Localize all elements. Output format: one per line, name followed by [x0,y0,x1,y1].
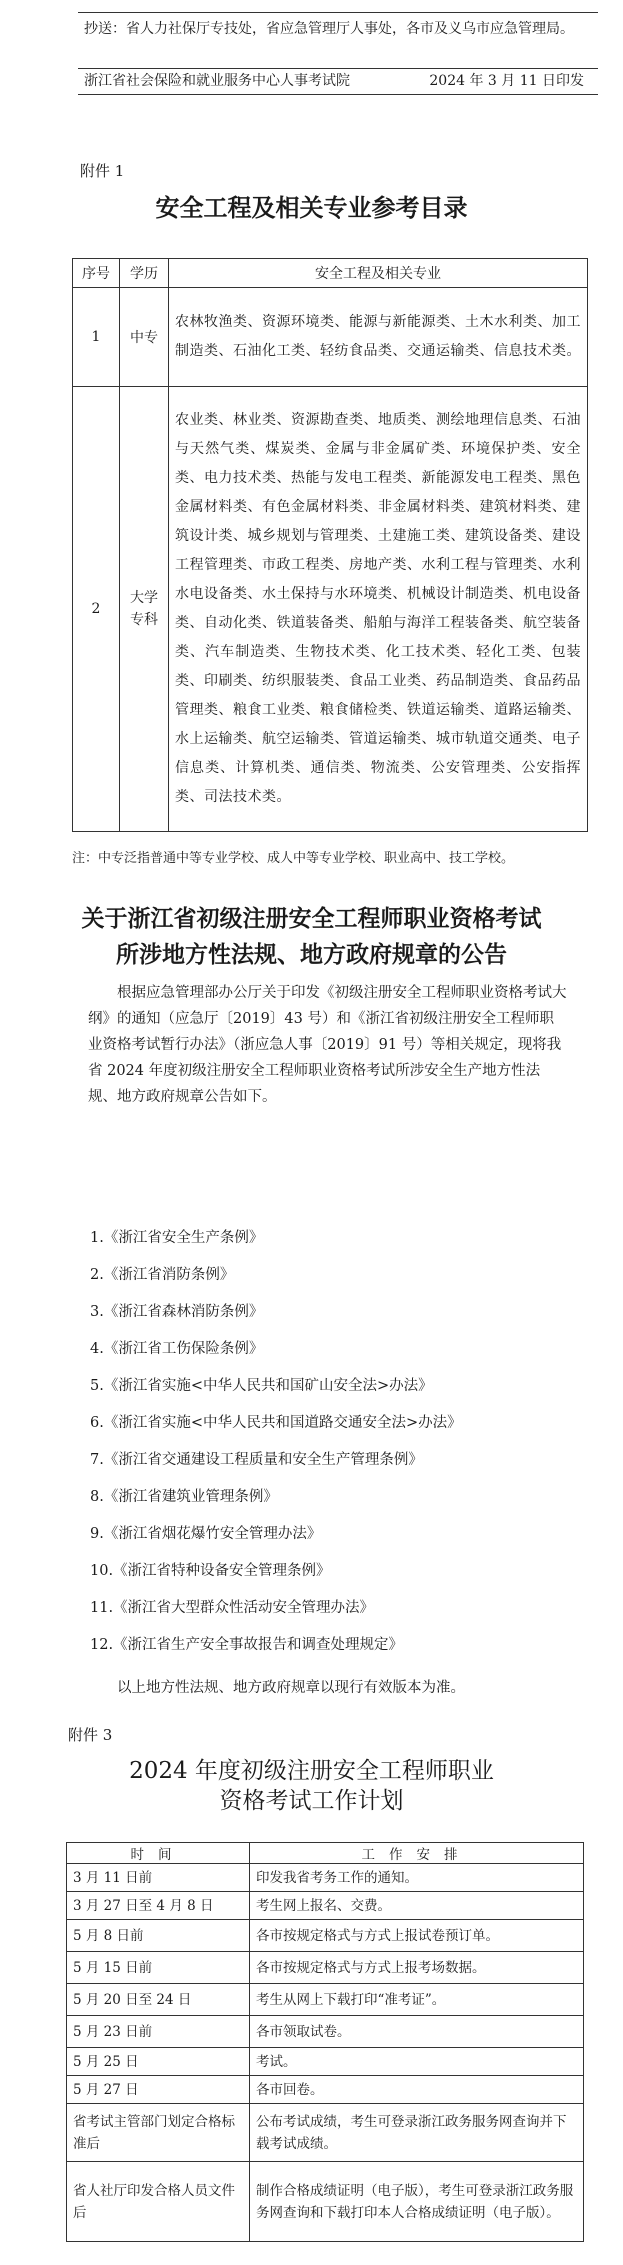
header-bottom-rule [78,94,598,95]
row-task: 制作合格成绩证明（电子版），考生可登录浙江政务服务网查询和下载打印本人合格成绩证明（电子版）。 [250,2162,584,2242]
table-row [67,2104,584,2162]
announcement-intro: 根据应急管理部办公厅关于印发《初级注册安全工程师职业资格考试大纲》的通知（应急厅〔2019〕43 号）和《浙江省初级注册安全工程师职业资格考试暂行办法》（浙应急人事〔2019〕91 号）等相关规定，现将我省 2024 年度初级注册安全工程师职业资格考试所涉安全生产地方性法规、地方政府规章公告如下。 [88,985,567,1105]
row-time: 省考试主管部门划定合格标准后 [67,2104,250,2162]
list-item: 9.《浙江省烟花爆竹安全管理办法》 [90,1526,322,1542]
issue-date: 2024 年 3 月 11 日印发 [429,73,584,89]
annex3-label: 附件 3 [68,1726,113,1744]
header-top-rule [78,12,598,13]
annex1-title: 安全工程及相关专业参考目录 [155,193,468,222]
row-task: 各市回卷。 [250,2076,584,2104]
row-time: 5 月 25 日 [67,2048,250,2076]
table-row [67,1984,584,2016]
row-time: 5 月 8 日前 [67,1920,250,1952]
table-row [73,288,588,387]
header-task: 工作安排 [250,1843,584,1864]
list-item: 10.《浙江省特种设备安全管理条例》 [90,1563,331,1579]
table-row [73,387,588,832]
table-row [67,1864,584,1892]
row-task: 各市按规定格式与方式上报试卷预订单。 [250,1920,584,1952]
announcement-title-line2: 所涉地方性法规、地方政府规章的公告 [116,941,507,968]
row-num: 2 [73,387,120,832]
list-item: 8.《浙江省建筑业管理条例》 [90,1489,278,1505]
row-task: 考试。 [250,2048,584,2076]
list-item: 5.《浙江省实施<中华人民共和国矿山安全法>办法》 [90,1378,433,1394]
header-level: 学历 [120,259,169,288]
row-num: 1 [73,288,120,387]
row-time: 3 月 27 日至 4 月 8 日 [67,1892,250,1920]
annex1-label: 附件 1 [80,162,125,180]
schedule-header [67,1843,584,1864]
row-level: 中专 [120,288,169,387]
issuer-row [84,70,584,92]
list-item: 2.《浙江省消防条例》 [90,1267,235,1283]
plan-title-line1: 2024 年度初级注册安全工程师职业 [129,1758,494,1784]
table-row [67,1892,584,1920]
row-task: 各市领取试卷。 [250,2016,584,2048]
row-task: 印发我省考务工作的通知。 [250,1864,584,1892]
row-time: 5 月 15 日前 [67,1952,250,1984]
row-task: 考生从网上下载打印“准考证”。 [250,1984,584,2016]
table-row [67,1920,584,1952]
list-item: 7.《浙江省交通建设工程质量和安全生产管理条例》 [90,1452,423,1468]
row-majors: 农业类、林业类、资源勘查类、地质类、测绘地理信息类、石油与天然气类、煤炭类、金属与非金属矿类、环境保护类、安全类、电力技术类、热能与发电工程类、新能源发电工程类、黑色金属材料类、有色金属材料类、非金属材料类、建筑材料类、建筑设计类、城乡规划与管理类、土建施工类、建筑设备类、建设工程管理类、市政工程类、房地产类、水利工程与管理类、水利水电设备类、水土保持与水环境类、机械设计制造类、机电设备类、自动化类、铁道装备类、船舶与海洋工程装备类、航空装备类、汽车制造类、生物技术类、化工技术类、轻化工类、包装类、印刷类、纺织服装类、食品工业类、药品制造类、食品药品管理类、粮食工业类、粮食储检类、铁道运输类、道路运输类、水上运输类、航空运输类、管道运输类、城市轨道交通类、电子信息类、计算机类、通信类、物流类、公安管理类、公安指挥类、司法技术类。 [169,387,588,832]
majors-table-header [73,259,588,288]
list-item: 12.《浙江省生产安全事故报告和调查处理规定》 [90,1637,404,1653]
row-time: 3 月 11 日前 [67,1864,250,1892]
list-item: 11.《浙江省大型群众性活动安全管理办法》 [90,1600,375,1616]
majors-table [72,258,588,832]
list-item: 1.《浙江省安全生产条例》 [90,1230,264,1246]
table-row [67,2048,584,2076]
cc-recipients: 抄送：省人力社保厅专技处，省应急管理厅人事处，各市及义乌市应急管理局。 [84,21,574,37]
table-row [67,2162,584,2242]
row-majors: 农林牧渔类、资源环境类、能源与新能源类、土木水利类、加工制造类、石油化工类、轻纺食品类、交通运输类、信息技术类。 [169,288,588,387]
row-task: 公布考试成绩，考生可登录浙江政务服务网查询并下载考试成绩。 [250,2104,584,2162]
announcement-closing: 以上地方性法规、地方政府规章以现行有效版本为准。 [117,1680,465,1696]
header-majors: 安全工程及相关专业 [169,259,588,288]
row-time: 5 月 23 日前 [67,2016,250,2048]
table-note: 注：中专泛指普通中等专业学校、成人中等专业学校、职业高中、技工学校。 [72,851,515,866]
list-item: 4.《浙江省工伤保险条例》 [90,1341,264,1357]
list-item: 3.《浙江省森林消防条例》 [90,1304,264,1320]
header-seq: 序号 [73,259,120,288]
row-time: 5 月 20 日至 24 日 [67,1984,250,2016]
row-time: 省人社厅印发合格人员文件后 [67,2162,250,2242]
list-item: 6.《浙江省实施<中华人民共和国道路交通安全法>办法》 [90,1415,462,1431]
row-task: 各市按规定格式与方式上报考场数据。 [250,1952,584,1984]
plan-title-line2: 资格考试工作计划 [219,1788,404,1814]
schedule-table [66,1842,584,2242]
row-task: 考生网上报名、交费。 [250,1892,584,1920]
header-time: 时间 [67,1843,250,1864]
law-list [90,1220,590,1664]
table-row [67,1952,584,1984]
row-level: 大学专科 [120,387,169,832]
issuer-name: 浙江省社会保险和就业服务中心人事考试院 [84,73,350,89]
announcement-title-line1: 关于浙江省初级注册安全工程师职业资格考试 [81,905,542,932]
table-row [67,2076,584,2104]
table-row [67,2016,584,2048]
row-time: 5 月 27 日 [67,2076,250,2104]
header-mid-rule [78,68,598,69]
